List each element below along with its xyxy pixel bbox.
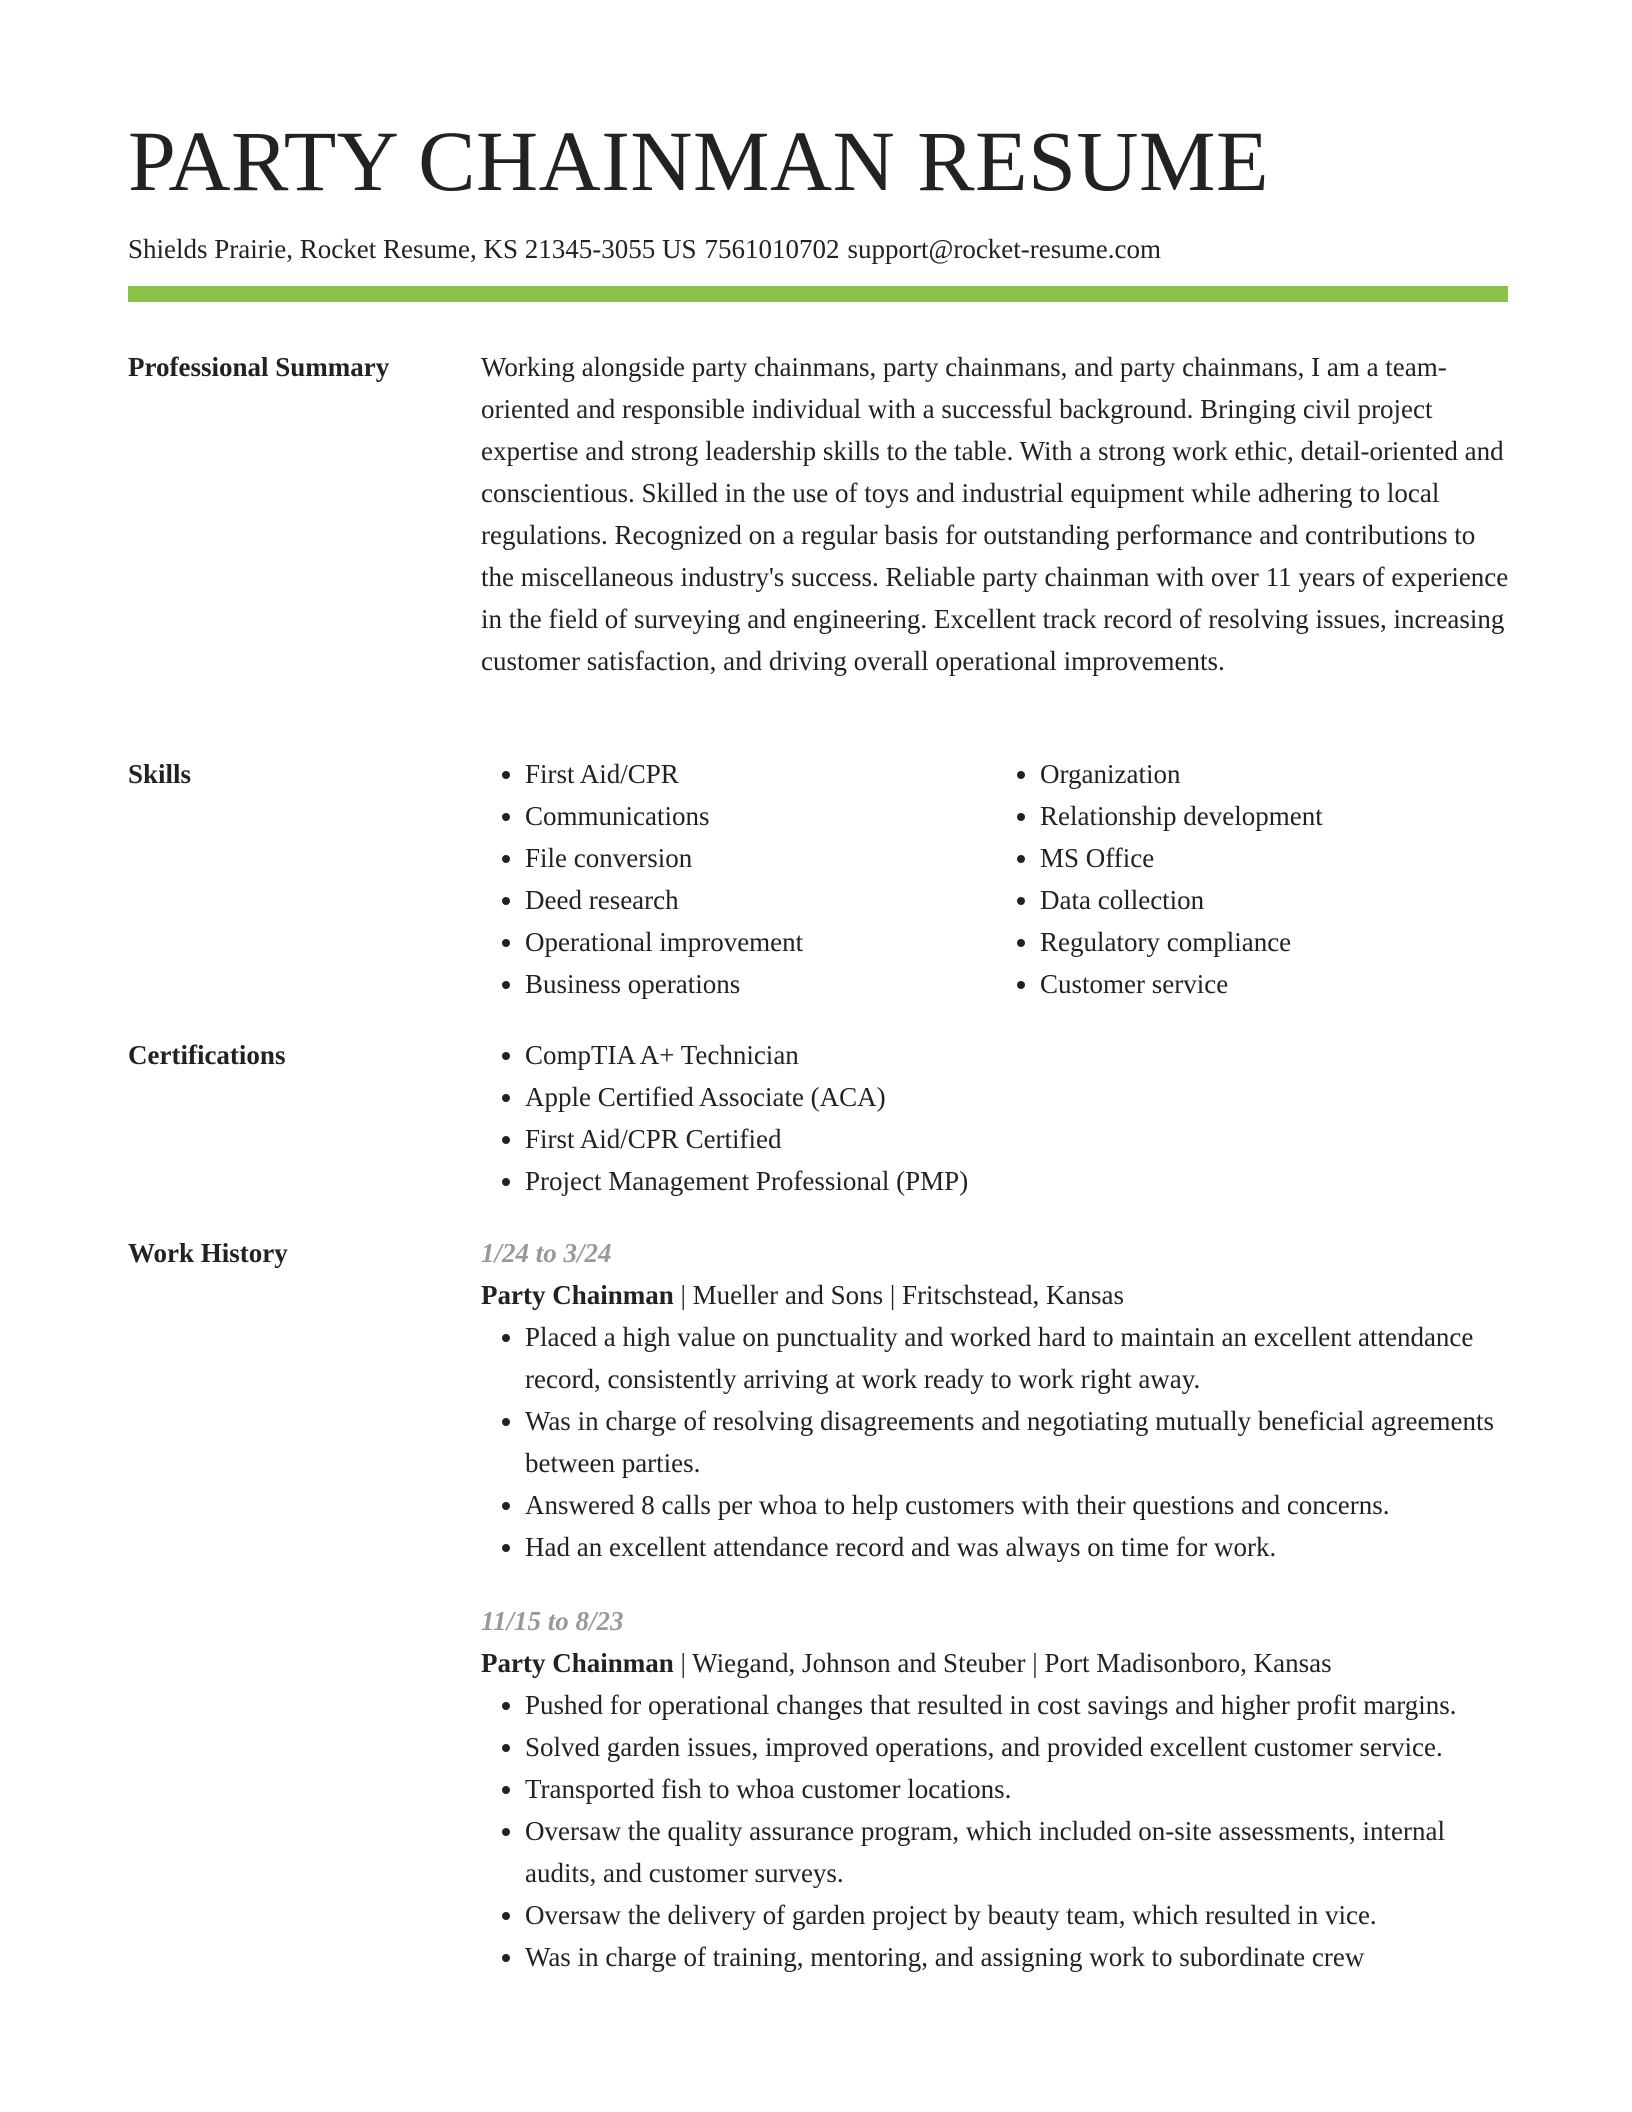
job-duty: • Answered 8 calls per whoa to help customers with their questions and concerns. — [525, 1484, 1511, 1526]
job-role: Party Chainman — [481, 1648, 674, 1678]
job-duty: • Was in charge of resolving disagreements and negotiating mutually beneficial agreements between parties. — [525, 1400, 1511, 1484]
work-history-heading: Work History — [128, 1238, 288, 1268]
job-duties — [481, 1684, 1511, 1978]
certification-item: • CompTIA A+ Technician — [525, 1034, 1511, 1076]
skill-item: • Communications — [525, 795, 996, 837]
job-role: Party Chainman — [481, 1280, 674, 1310]
job-duty: • Oversaw the delivery of garden project by beauty team, which resulted in vice. — [525, 1894, 1511, 1936]
skills-list-left — [481, 753, 996, 1005]
skill-item: • Deed research — [525, 879, 996, 921]
contact-line — [128, 232, 1161, 266]
skill-item: • Relationship development — [1040, 795, 1511, 837]
certifications-heading: Certifications — [128, 1040, 286, 1070]
job-title-line — [481, 1274, 1511, 1316]
skill-item: • File conversion — [525, 837, 996, 879]
job-dates: 1/24 to 3/24 — [481, 1238, 612, 1268]
certifications-list — [481, 1034, 1511, 1202]
job-entry — [481, 1232, 1511, 1568]
job-duty: • Placed a high value on punctuality and worked hard to maintain an excellent attendance record, consistently arriving at work ready to work right away. — [525, 1316, 1511, 1400]
skills-grid — [481, 753, 1511, 1005]
skill-item: • MS Office — [1040, 837, 1511, 879]
job-entry — [481, 1600, 1511, 1978]
skill-item: • Regulatory compliance — [1040, 921, 1511, 963]
summary-heading: Professional Summary — [128, 352, 390, 382]
job-duty: • Oversaw the quality assurance program, which included on-site assessments, internal audits, and customer surveys. — [525, 1810, 1511, 1894]
job-dates: 11/15 to 8/23 — [481, 1606, 624, 1636]
email: support@rocket-resume.com — [847, 234, 1161, 264]
skill-item: • Organization — [1040, 753, 1511, 795]
job-company-location: | Mueller and Sons | Fritschstead, Kansas — [673, 1280, 1125, 1310]
skill-item: • Business operations — [525, 963, 996, 1005]
summary-body — [481, 346, 1511, 682]
certification-item: • First Aid/CPR Certified — [525, 1118, 1511, 1160]
job-duty: • Solved garden issues, improved operations, and provided excellent customer service. — [525, 1726, 1511, 1768]
skills-list-right — [996, 753, 1511, 1005]
job-duty: • Pushed for operational changes that resulted in cost savings and higher profit margins. — [525, 1684, 1511, 1726]
skill-item: • Data collection — [1040, 879, 1511, 921]
header-divider — [128, 286, 1508, 302]
certification-item: • Apple Certified Associate (ACA) — [525, 1076, 1511, 1118]
skills-heading: Skills — [128, 759, 192, 789]
job-duties — [481, 1316, 1511, 1568]
skill-item: • Customer service — [1040, 963, 1511, 1005]
job-company-location: | Wiegand, Johnson and Steuber | Port Madisonboro, Kansas — [673, 1648, 1332, 1678]
job-duty: • Transported fish to whoa customer locations. — [525, 1768, 1511, 1810]
job-title-line — [481, 1642, 1511, 1684]
resume-title: PARTY CHAINMAN RESUME — [128, 113, 1270, 209]
skill-item: • First Aid/CPR — [525, 753, 996, 795]
work-history-body — [481, 1232, 1511, 1978]
address: Shields Prairie, Rocket Resume, KS 21345-3055 US — [128, 234, 697, 264]
job-duty: • Was in charge of training, mentoring, and assigning work to subordinate crew — [525, 1936, 1511, 1978]
skills-body — [481, 753, 1511, 1005]
skill-item: • Operational improvement — [525, 921, 996, 963]
summary-text: Working alongside party chainmans, party chainmans, and party chainmans, I am a team-oriented and responsible individual with a successful background. Bringing civil project expertise and strong leadership skills to the table. With a strong work ethic, detail-oriented and conscientious. Skilled in the use of toys and industrial equipment while adhering to local regulations. Recognized on a regular basis for outstanding performance and contributions to the miscellaneous industry's success. Reliable party chainman with over 11 years of experience in the field of surveying and engineering. Excellent track record of resolving issues, increasing customer satisfaction, and driving overall operational improvements. — [481, 352, 1509, 676]
certifications-body — [481, 1034, 1511, 1202]
certification-item: • Project Management Professional (PMP) — [525, 1160, 1511, 1202]
job-duty: • Had an excellent attendance record and was always on time for work. — [525, 1526, 1511, 1568]
phone: 7561010702 — [704, 234, 840, 264]
